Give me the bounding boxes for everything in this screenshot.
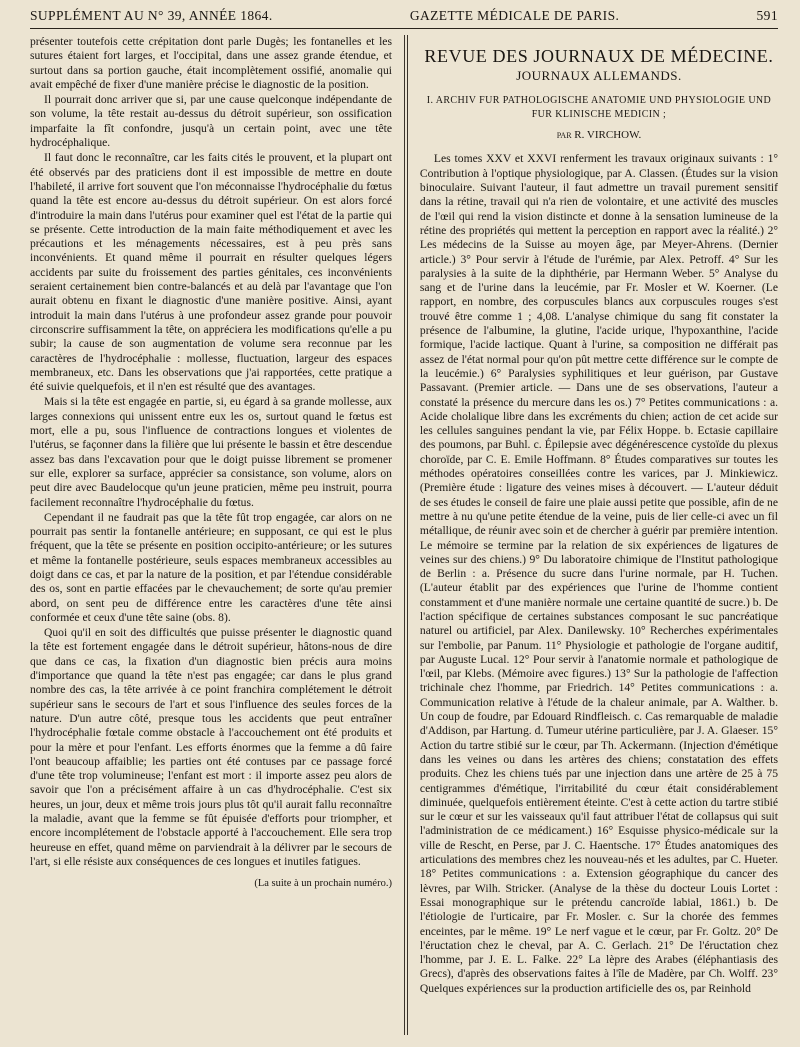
left-paragraph: Cependant il ne faudrait pas que la tête fût trop engagée, car alors on ne pourrait pas sentir la fontanelle antérieure; en supposant, ce qui est le plus fréquent, que la tête se présente en position occipito-antérieure; or les sutures et même la fontanelle postérieure, seuls espaces membraneux accessibles au doigt dans ce cas, et par la nature de la position, et par l'étendue considérable des os, sont en partie effacées par le chevauchement; de sorte qu'au premier abord, on sent peu de différence entre les caractères d'une tête ainsi conformée et ceux d'une tête saine (obs. 8).	[30, 510, 392, 624]
header-issue: SUPPLÉMENT AU N° 39, ANNÉE 1864.	[30, 8, 273, 23]
section-heading: I. ARCHIV FUR PATHOLOGISCHE ANATOMIE UND PHYSIOLOGIE UND FUR KLINISCHE MEDICIN ;	[426, 94, 772, 120]
left-paragraph: Il faut donc le reconnaître, car les faits cités le prouvent, et la plupart ont été observés par des praticiens dont il est impossible de mettre en doute l'habileté, il arrive fort souvent que l'on méconnaisse l'hydrocéphalie du fœtus quand la tête est encore au-dessus du détroit supérieur. On est alors forcé d'introduire la main dans l'utérus pour examiner quel est l'état de la partie qui se présente. Cette introduction de la main faite méthodiquement et avec les précautions et les ménagements nécessaires, est à peu près sans inconvénients. Et quand même il pourrait en résulter quelques légers accidents par suite du froissement des parties génitales, ces inconvénients seraient certainement bien contre-balancés et au delà par l'avantage que l'on aurait obtenu en fixant le diagnostic d'une manière positive. Ainsi, ayant introduit la main dans l'utérus à une profondeur assez grande pour pouvoir circonscrire suffisamment la tête, on apprécierа les modifications qu'elle a pu subir; la cause de son augmentation de volume sera reconnue par les caractères de l'hydrocéphalie : mollesse, fluctuation, largeur des espaces membraneux, etc. Dans les observations que j'ai rapportées, cette pratique a été suivie quelquefois, et il n'en est résulté que des avantages.	[30, 151, 392, 394]
column-divider	[404, 35, 408, 1035]
header-journal-title: GAZETTE MÉDICALE DE PARIS.	[409, 8, 620, 23]
left-paragraph: Mais si la tête est engagée en partie, si, eu égard à sa grande mollesse, aux larges connexions qui unissent entre eux les os, surtout quand le fœtus est mort, elle a pu, sous l'influence de contractions longues et violentes de l'utérus, se façonner dans la filière que lui présente le bassin et être descendue assez bas dans l'excavation pour que le doigt puisse librement se promener sur elle, explorer sa surface, apprécier sa consistance, son volume, alors on peut dire avec Baudelocque qu'un jeune praticien, même peu instruit, pourra facilement reconnaître l'hydrocéphalie du fœtus.	[30, 395, 392, 509]
left-column	[30, 35, 400, 1035]
review-subtitle: JOURNAUX ALLEMANDS.	[516, 68, 682, 84]
left-paragraph: Quoi qu'il en soit des difficultés que puisse présenter le diagnostic quand la tête est fortement engagée dans le détroit supérieur, hâtons-nous de dire que dans ce cas, la fixation d'un diagnostic bien précis aura moins d'importance que quand la tête n'est pas engagée; car dans le plus grand nombre des cas, la tête arrivée à ce point franchira complétement le détroit supérieur sans le secours de l'art et sous l'influence des seules forces de la nature. D'un autre côté, presque tous les accidents que peut entraîner l'hydrocéphalie fœtale comme obstacle à l'accouchement ont été produits et pour la mère et pour l'enfant. Les efforts énormes que la femme a dû faire l'ont beaucoup affaiblie; les parties ont été contuses par ce passage forcé d'une tête trop volumineuse; l'enfant est mort : il importe assez peu alors de savoir que l'on a précisément affaire à un cas d'hydrocéphalie. C'est six heures, un jour, deux et même trois jours plus tôt qu'il aurait fallu reconnaître la maladie, avant que la femme se fût épuisée d'efforts pour triompher, et encore incomplétement de l'obstacle apporté à l'accouchement. Elle sera trop heureuse en effet, quand même on parviendrait à la délivrer par le secours de l'art, si elle résiste aux conséquences de ces longues et inutiles fatigues.	[30, 626, 392, 868]
review-title: REVUE DES JOURNAUX DE MÉDECINE.	[424, 46, 774, 66]
left-paragraph: présenter toutefois cette crépitation dont parle Dugès; les fontanelles et les sutures étaient fort larges, et l'occipital, dans une assez grande étendue, et surtout dans sa portion gauche, était incomplètement ossifié, anomalie qui avait empêché de fixer d'une manière précise le diagnostic de la position.	[30, 35, 392, 91]
review-body: Les tomes XXV et XXVI renferment les travaux originaux suivants : 1° Contribution à l'optique physiologique, par A. Classen. (Études sur la vision binoculaire. Suivant l'auteur, il faut admettre un travail purement sensitif dans la rétine, travail qui n'a rien de volontaire, et une activité des muscles de l'œil qui rend la vision distincte et donne à la sensation lumineuse de la rétine des propriétés qui mettent la perception en rapport avec la réalité.) 2° Les médecins de la Suisse au moyen âge, par Meyer-Ahrens. (Dernier article.) 3° Pour servir à l'étude de l'urémie, par Alex. Petroff. 4° Sur les paralysies à la suite de la diphthérie, par Hermann Weber. 5° Analyse du sang et de l'urine dans la leucémie, par Fr. Mosler et W. Koerner. (Le rapport, en nombre, des corpuscules blancs aux corpuscules rouges s'est trouvé être comme 1 ; 4,08. L'analyse chimique du sang fit constater la présence de l'albumine, la glutine, l'acide urique, l'hypoxanthine, l'acide formique, l'acide lactique. Quant à l'urine, sa composition ne différait pas assez de l'état normal pour qu'on pût mettre cette différence sur le compte de la leucémie.) 6° Paralysies syphilitiques et leur guérison, par Gustave Passavant. (Premier article. — Dans une de ses observations, l'auteur a constaté la présence du mercure dans les os.) 7° Petites communications : a. Acide cholalique libre dans les excréments du chien; action de cet acide sur les cellules sanguines pendant la vie, par Félix Hoppe. b. Ectasie capillaire des poumons, par Buhl. c. Épilepsie avec dégénérescence cystoïde du plexus choroïde, par C. E. Emile Hoffmann. 8° Études comparatives sur toutes les méthodes opératoires conseillées contre les varices, par J. Minkiewicz. (Première étude : ligature des veines mises à découvert. — L'auteur déduit de ses études le conseil de faire une plaie aussi petite que possible, afin de ne mettre à nu qu'une petite étendue de la veine, puis de lier celle-ci avec un fil métallique, de réunir avec soin et de chercher à guérir par première intention. Le mémoire se termine par la relation de six expériences de ligatures de veines sur des chiens.) 9° Du laboratoire chimique de l'Institut pathologique de Berlin : a. Présence du sucre dans l'urine normale, par H. Tuchen. (L'auteur établit par des expériences que l'urine de l'homme contient constamment et d'une manière normale une certaine quantité de sucre.) b. De l'action spécifique de certaines substances composant le suc pancréatique naturel ou artificiel, par Alex. Danilewsky. 10° Recherches expérimentales sur l'embolie, par Panum. 11° Physiologie et pathologie de l'organe auditif, par Auguste Lucal. 12° Pour servir à l'anatomie normale et pathologique de l'œil, par Klebs. (Mémoire avec figures.) 13° Sur la pathologie de l'affection trichinale chez l'homme, par Friedrich. 14° Petites communications : a. Communication relative à l'étude de la chaleur animale, par A. Walther. b. Un coup de foudre, par Edouard Rindfleisch. c. Cas remarquable de maladie d'Addison, par Hartung. d. Tumeur utérine particulière, par J. A. Glaeser. 15° Action du tartre stibié sur le cœur, par Th. Ackermann. (Injection d'émétique dans les veines ou dans les artères des chiens; constatation des effets produits. Chez les chiens tués par une injection dans une artère de 25 à 75 centigrammes d'émétique, l'irritabilité du cœur était considérablement diminuée, quelquefois entièrement éteinte. C'est à cette action du tartre stibié sur le cœur et sur les vaisseaux qu'il faut attribuer l'état de collapsus qui suit l'administration de ce médicament.) 16° Esquisse physico-médicale sur la ville de Rescht, en Perse, par J. C. Haentsche. 17° Études anatomiques des articulations des membres chez les nouveau-nés et les adultes, par C. Hueter. 18° Petites communications : a. Extension géographique du cancer des lèvres, par Wilh. Stricker. (Analyse de la thèse du docteur Louis Lortet : Essai monographique sur le prétendu cancroïde labial, 1861.) b. De l'étiologie de l'urticaire, par Fr. Mosler. c. Sur la chorée des femmes enceintes, par le même. 19° Le nerf vague et le cœur, par Fr. Goltz. 20° De l'éructation chez le cheval, par A. C. Gerlach. 21° De l'éructation chez l'homme, par J. E. L. Falke. 22° La lèpre des Arabes (éléphantiasis des Grecs), d'après des observations faites à l'île de Madère, par Ch. Wolff. 23° Quelques expériences sur la production artificielle des os, par Reinhold	[419, 152, 778, 995]
section-author: par R. VIRCHOW.	[556, 129, 642, 142]
running-header	[30, 8, 778, 29]
continuation-note: (La suite à un prochain numéro.)	[254, 878, 392, 890]
header-page-number: 591	[756, 8, 778, 23]
left-paragraph: Il pourrait donc arriver que si, par une cause quelconque indépendante de son volume, la tête restait au-dessus du détroit supérieur, son ossification imparfaite la fît confondre, jusqu'à un certain point, avec une tête hydrocéphalique.	[30, 93, 392, 150]
two-column-body	[30, 35, 778, 1035]
right-column	[412, 35, 778, 1035]
